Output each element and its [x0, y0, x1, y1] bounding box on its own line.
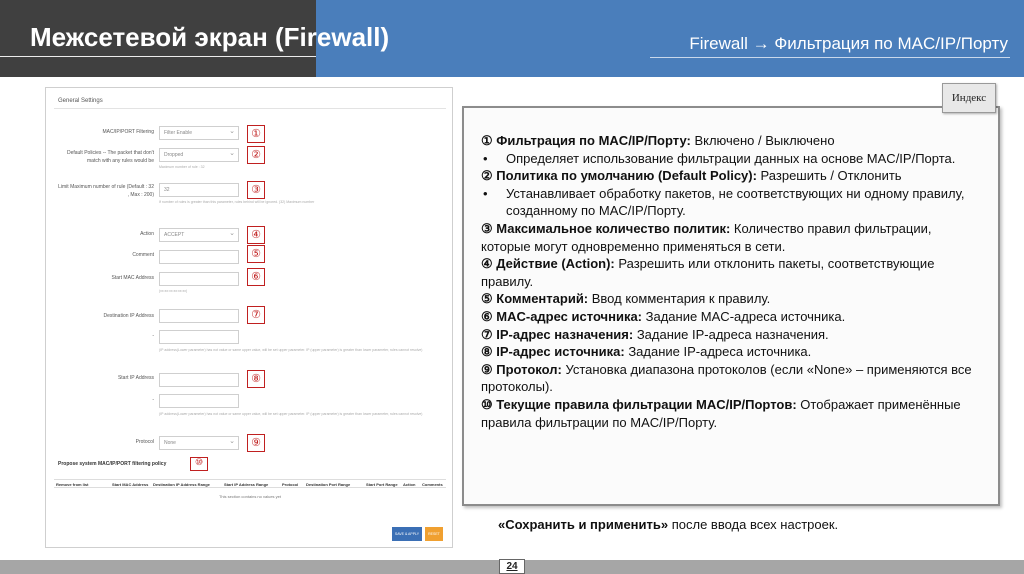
- dest-ip-input[interactable]: [159, 309, 239, 323]
- description-text: Разрешить / Отклонить: [756, 168, 902, 184]
- policy-title: Propose system MAC/IP/PORT filtering policy: [58, 461, 167, 467]
- field-label-start-mac: Start MAC Address: [111, 275, 154, 281]
- policy-col: Action: [403, 482, 416, 487]
- marker-4: ④: [247, 226, 265, 244]
- description-item: [481, 326, 981, 344]
- field-label-start-ip: Start IP Address: [117, 375, 154, 381]
- description-term: ③ Максимальное количество политик:: [481, 220, 731, 236]
- policy-col: Destination Port Range: [306, 482, 351, 487]
- policy-col: Protocol: [282, 482, 299, 487]
- default-policy-hint: Maximum number of rule : 32: [159, 165, 205, 169]
- page-subtitle: Firewall → Фильтрация по MAC/IP/Порту: [689, 34, 1008, 53]
- description-item: [481, 343, 981, 361]
- policy-col: Start Port Range: [366, 482, 398, 487]
- description-item: [481, 396, 981, 431]
- policy-col: Start IP Address Range: [224, 482, 269, 487]
- marker-1: ①: [247, 125, 265, 143]
- page-title: Межсетевой экран (Firewall): [30, 22, 390, 52]
- description-panel: [462, 106, 1000, 506]
- field-label-dest-ip: Destination IP Address: [103, 313, 154, 319]
- save-apply-button[interactable]: SAVE & APPLY: [392, 527, 422, 541]
- start-ip-input[interactable]: [159, 373, 239, 387]
- router-settings-screenshot: [45, 87, 453, 548]
- field-label-protocol: Protocol: [135, 439, 154, 445]
- comment-input[interactable]: [159, 250, 239, 264]
- description-text: Количество правил фильтрации, которые могут одновременно применяться в сети.: [481, 220, 932, 254]
- save-note-bold: «Сохранить и применить»: [498, 517, 669, 532]
- description-item: [481, 132, 981, 150]
- description-term: ⑨ Протокол:: [481, 361, 562, 377]
- title-underline: [0, 56, 316, 57]
- policy-col: Destination IP Address Range: [153, 482, 210, 487]
- description-term: ⑤ Комментарий:: [481, 291, 589, 307]
- description-item: [481, 220, 981, 255]
- field-label-start-ip-to: -: [152, 397, 154, 403]
- marker-3: ③: [247, 181, 265, 199]
- description-text: Задание IP-адреса назначения.: [633, 326, 829, 342]
- policy-col: Comments: [422, 482, 443, 487]
- reset-button[interactable]: RESET: [425, 527, 443, 541]
- page-number: 24: [499, 559, 525, 574]
- description-text: Устанавливает обработку пакетов, не соответствующих ни одному правилу, созданному по MAC/IP/Порту.: [506, 185, 965, 219]
- save-note-text: после ввода всех настроек.: [668, 517, 839, 532]
- field-label-filtering: MAC/IP/PORT Filtering: [102, 129, 154, 135]
- dest-ip-hint: (IP address(Lower parameter) has not value or same upper value, will be set upper parameter. IP (upper parameter) is greater than lower parameter, rules cannot resolve): [159, 348, 423, 352]
- description-term: ① Фильтрация по MAC/IP/Порту:: [481, 133, 691, 148]
- marker-2: ②: [247, 146, 265, 164]
- field-label-default-policy: Default Policies -- The packet that don't match with any rules would be: [66, 150, 154, 164]
- description-text: Определяет использование фильтрации данных на основе MAC/IP/Порта.: [506, 150, 956, 166]
- start-mac-hint: (xx:xx:xx:xx:xx:xx): [159, 289, 188, 293]
- default-policy-select[interactable]: Dropped ⌄: [159, 148, 239, 162]
- description-term: ⑩ Текущие правила фильтрации MAC/IP/Портов:: [481, 396, 797, 412]
- marker-7: ⑦: [247, 306, 265, 324]
- description-term: ② Политика по умолчанию (Default Policy):: [481, 168, 757, 184]
- max-rules-hint: If number of rules is greater than this parameter, rules behind will be ignored. (32) Maximum number: [159, 200, 315, 204]
- field-label-comment: Comment: [132, 252, 154, 258]
- description-term: ④ Действие (Action):: [481, 256, 615, 272]
- policy-col: Start MAC Address: [112, 482, 149, 487]
- description-text: Отображает применённые правила фильтрации по MAC/IP/Порту.: [481, 396, 961, 430]
- description-bullet: [481, 150, 981, 168]
- marker-9: ⑨: [247, 434, 265, 452]
- subtitle-underline: [650, 57, 1010, 58]
- description-text: Задание IP-адреса источника.: [624, 344, 812, 360]
- index-tag: Индекс: [942, 83, 996, 113]
- description-item: [481, 308, 981, 326]
- description-term: ⑦ IP-адрес назначения:: [481, 326, 634, 342]
- description-text: Установка диапазона протоколов (если «None» – применяются все протоколы).: [481, 361, 972, 395]
- filtering-select[interactable]: Filter Enable ⌄: [159, 126, 239, 140]
- marker-8: ⑧: [247, 370, 265, 388]
- description-bullet: [481, 185, 981, 220]
- dest-ip-to-input[interactable]: [159, 330, 239, 344]
- section-title: General Settings: [58, 98, 103, 104]
- marker-10: ⑩: [190, 457, 208, 471]
- max-rules-input[interactable]: 32: [159, 183, 239, 197]
- action-select[interactable]: ACCEPT ⌄: [159, 228, 239, 242]
- description-term: ⑥ MAC-адрес источника:: [481, 308, 643, 324]
- description-item: [481, 167, 981, 185]
- divider: [54, 108, 446, 109]
- description-text: Ввод комментария к правилу.: [588, 291, 771, 307]
- field-label-dest-ip-to: -: [152, 333, 154, 339]
- policy-empty-message: This section contains no values yet: [218, 494, 282, 499]
- policy-table-header: [54, 479, 446, 488]
- description-text: Задание MAC-адреса источника.: [642, 308, 846, 324]
- field-label-action: Action: [140, 231, 154, 237]
- router-settings-form: [54, 94, 446, 542]
- description-item: [481, 255, 981, 290]
- field-label-max-rules: Limit Maximum number of rule (Default : 32 , Max : 200): [58, 184, 154, 198]
- start-ip-hint: (IP address(Lower parameter) has not value or same upper value, will be set upper parameter. IP (upper parameter) is greater than lower parameter, rules cannot resolve): [159, 412, 423, 416]
- description-item: [481, 290, 981, 308]
- description-term: ⑧ IP-адрес источника:: [481, 344, 625, 360]
- start-ip-to-input[interactable]: [159, 394, 239, 408]
- policy-col: Remove from list: [56, 482, 89, 487]
- description-list: [481, 132, 981, 431]
- marker-6: ⑥: [247, 268, 265, 286]
- description-text: Разрешить или отклонить пакеты, соответствующие правилу.: [481, 256, 935, 289]
- save-note: [498, 517, 838, 532]
- description-item: [481, 361, 981, 396]
- marker-5: ⑤: [247, 245, 265, 263]
- start-mac-input[interactable]: [159, 272, 239, 286]
- protocol-select[interactable]: None ⌄: [159, 436, 239, 450]
- description-text: Включено / Выключено: [690, 133, 835, 148]
